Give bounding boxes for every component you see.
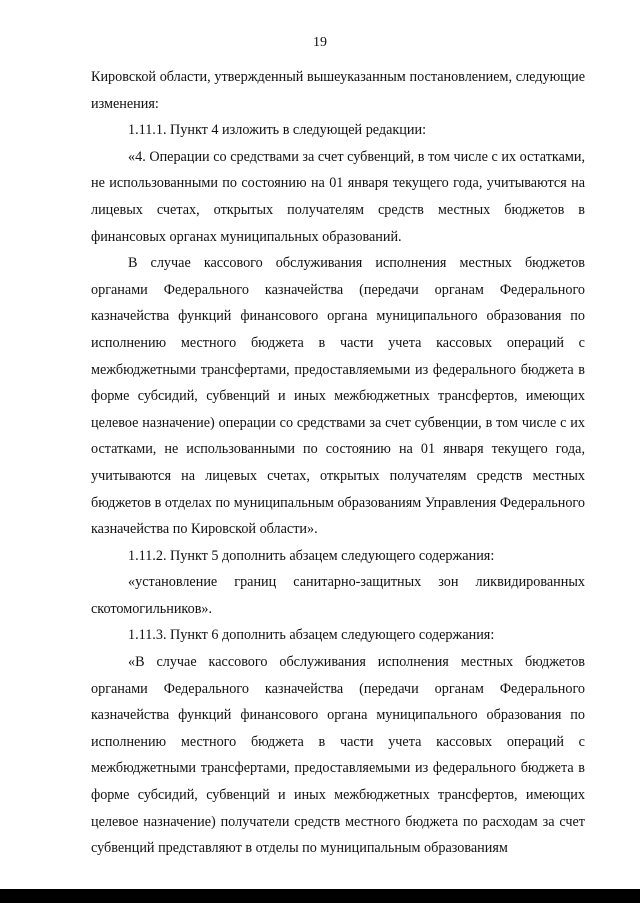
document-body [91,64,585,862]
paragraph-sanitary-zones: «установление границ санитарно-защитных зон ликвидированных скотомогильников». [91,574,585,617]
paragraph-intro: Кировской области, утвержденный вышеуказанным постановлением, следующие изменения: [91,69,585,112]
paragraph-point-6-addition: «В случае кассового обслуживания исполнения местных бюджетов органами Федерального казначейства (передачи органам Федерального казначейства функций финансового органа муниципального образования по исполнению местного бюджета в части учета кассовых операций с межбюджетными трансфертами, предоставляемыми из федерального бюджета в форме субсидий, субвенций и иных межбюджетных трансфертов, имеющих целевое назначение) получатели средств местного бюджета по расходам за счет субвенций представляют в отделы по муниципальным образованиям [91,654,585,857]
scan-edge-bar [0,889,640,903]
page-number: 19 [313,35,327,50]
paragraph-item-1-11-3: 1.11.3. Пункт 6 дополнить абзацем следующего содержания: [128,627,495,644]
paragraph-item-1-11-1: 1.11.1. Пункт 4 изложить в следующей редакции: [128,122,427,139]
paragraph-point-4-text: «4. Операции со средствами за счет субвенций, в том числе с их остатками, не использованными по состоянию на 01 января текущего года, учитываются на лицевых счетах, открытых получателям средств местных бюджетов в финансовых органах муниципальных образований. [91,148,585,245]
paragraph-treasury-case: В случае кассового обслуживания исполнения местных бюджетов органами Федерального казначейства (передачи органам Федерального казначейства функций финансового органа муниципального образования по исполнению местного бюджета в части учета кассовых операций с межбюджетными трансфертами, предоставляемыми из федерального бюджета в форме субсидий, субвенций и иных межбюджетных трансфертов, имеющих целевое назначение) операции со средствами за счет субвенции, в том числе с их остатками, не использованными по состоянию на 01 января текущего года, учитываются на лицевых счетах, открытых получателям средств местных бюджетов в отделах по муниципальным образованиям Управления Федерального казначейства по Кировской области». [91,255,585,538]
paragraph-item-1-11-2: 1.11.2. Пункт 5 дополнить абзацем следующего содержания: [128,547,495,564]
